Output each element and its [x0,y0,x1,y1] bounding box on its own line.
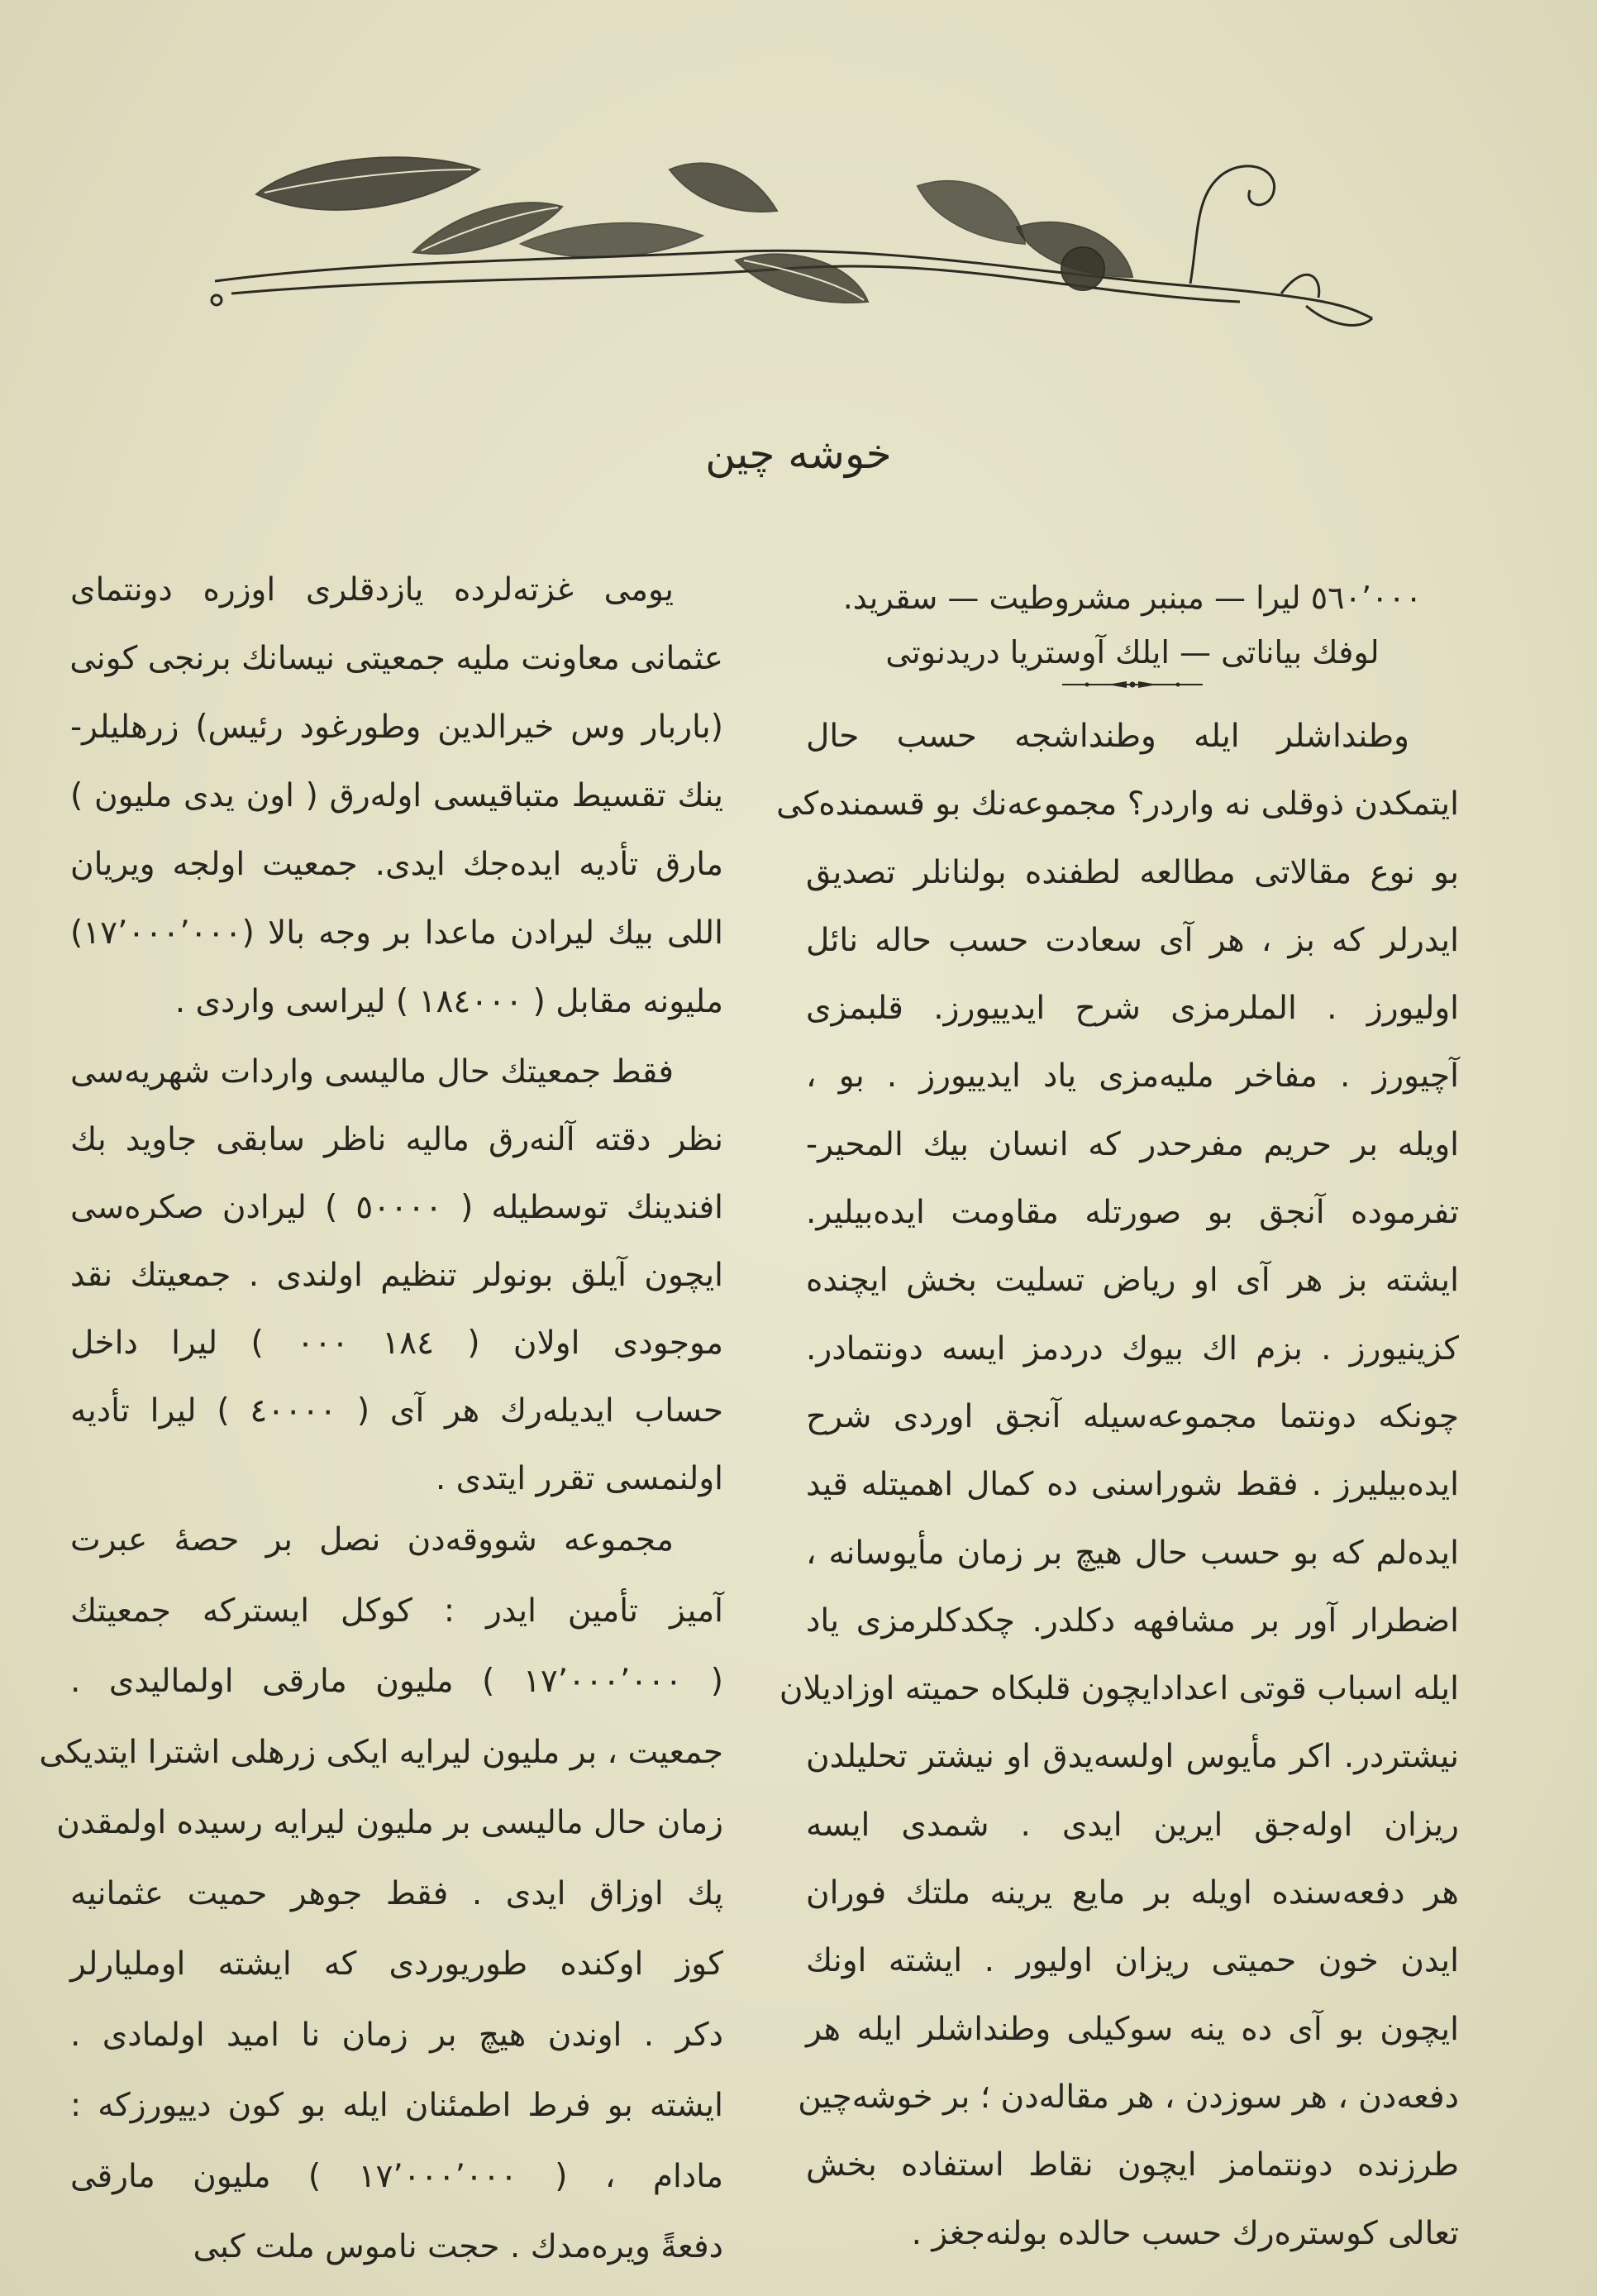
text-line: كزینیورز . بزم اك بیوك دردمز ایسه دونتمادر. [806,1329,1459,1368]
text-line: حساب ایدیله‌رك هر آی ( ٤٠٠٠٠ ) لیرا تأدیه [70,1392,723,1430]
text-line: اضطرار آور بر مشافهه دكلدر. چكدكلرمزی یاد [806,1601,1459,1640]
text-line: ایچون آیلق بونولر تنظیم اولندی . جمعیتك نقد [70,1257,723,1294]
text-line: ایچون بو آی ده ینه سوكیلی وطنداشلر ایله هر [806,2010,1459,2048]
left-column-paragraph-1 [70,556,723,1036]
text-line: موجودی اولان ( ١٨٤ ٠٠٠ ) لیرا داخل [70,1325,723,1362]
text-line: هر دفعه‌سنده اویله بر مایع یرینه ملتك فوران [806,1874,1459,1912]
text-line: وطنداشلر ایله وطنداشجه حسب حال [806,718,1409,755]
text-line: مادام ، ( ١٧٬٠٠٠٬٠٠٠ ) ملیون مارقی [70,2157,723,2195]
text-line: نظر دقته آلنه‌رق مالیه ناظر سابقی جاوید بك [70,1121,723,1158]
vine-ornament-icon [207,136,1380,343]
text-line: طرزنده دونتمامز ایچون نقاط استفاده بخش [806,2146,1459,2184]
text-line: دكر . اوندن هیچ بر زمان نا امید اولمادی . [70,2016,723,2054]
text-line: یومی غزته‌لرده یازدقلری اوزره دونتمای [70,571,674,609]
text-line: ملیونه مقابل ( ١٨٤٠٠٠ ) لیراسی واردی . [174,983,723,1020]
text-line: كوز اوكنده طوریوردی كه ایشته اوملیارلر [70,1945,723,1983]
text-line: ایده‌لم كه بو حسب حال هیچ بر زمان مأیوسانه ، [806,1534,1459,1572]
text-line: دفعةً ویره‌مدك . حجت ناموس ملت كبی [193,2228,723,2265]
text-line: ایتمكدن ذوقلی نه واردر؟ مجموعه‌نك بو قسمنده‌كی [776,785,1459,823]
text-line: (باربار وس خیرالدین وطورغود رئیس) زرهلیلر- [70,709,723,746]
text-line: ایشته بز هر آی او ریاض تسلیت بخش ایچنده [806,1262,1459,1300]
text-line: عثمانی معاونت ملیه جمعیتی نیسانك برنجی كونی [69,640,723,677]
text-line: ایده‌بیلیرز . فقط شوراسنی ده كمال اهمیتله قید [806,1466,1459,1504]
left-column-paragraph-3 [39,1505,723,2283]
text-line: مجموعه شووقه‌دن نصل بر حصهٔ عبرت [70,1521,674,1559]
left-column-paragraph-2 [70,1038,723,1513]
text-line: آچیورز . مفاخر ملیه‌مزی یاد ایدییورز . بو ، [806,1057,1459,1095]
text-line: افندینك توسطیله ( ٥٠٠٠٠ ) لیرادن صكره‌سی [70,1189,723,1226]
text-line: ایدرلر كه بز ، هر آی سعادت حسب حاله نائل [806,921,1459,959]
ornamental-divider [1062,680,1203,690]
text-line: چونكه دونتما مجموعه‌سیله آنجق اوردی شرح [806,1397,1459,1435]
text-line: ( ١٧٬٠٠٠٬٠٠٠ ) ملیون مارقی اولمالیدی . [70,1663,723,1700]
text-line: اللی بیك لیرادن ماعدا بر وجه بالا (١٧٬٠٠٠٬٠٠٠) [70,914,723,952]
text-line: تعالی كوستره‌رك حسب حالده بولنه‌جغز . [911,2214,1459,2252]
text-line: اولیورز . الملرمزی شرح ایدییورز. قلبمزی [806,990,1459,1028]
text-line: ٥٦٠٬٠٠٠ لیرا — مبنبر مشروطیت — سقرید. [842,580,1423,616]
text-line: ایله اسباب قوتی اعدادایچون قلبكاه حمیته اوزادیلان [779,1670,1459,1708]
text-line: اولنمسی تقرر ایتدی . [435,1460,723,1497]
right-column-body [776,703,1459,2268]
text-line: ایشته بو فرط اطمئنان ایله بو كون دییورزكه : [70,2087,723,2124]
page-title: خوشه چین [705,430,892,478]
text-line: مارق تأدیه ایده‌جك ایدی. جمعیت اولجه ویریان [70,846,723,883]
text-line: جمعیت ، بر ملیون لیرایه ایكی زرهلی اشترا ایتدیكی [39,1733,723,1771]
text-line: بو نوع مقالاتی مطالعه لطفنده بولنانلر تصدیق [806,853,1459,891]
text-line: فقط جمعیتك حال مالیسی واردات شهریه‌سی [70,1053,674,1091]
right-column-heading [806,570,1459,680]
text-line: تفرموده آنجق بو صورتله مقاومت ایده‌بیلیر. [806,1194,1459,1232]
text-line: لوفك بیاناتی — ایلك آوستریا دریدنوتی [885,634,1380,671]
text-line: آمیز تأمین ایدر : كوكل ایسترکه جمعیتك [70,1592,723,1630]
text-line: پك اوزاق ایدی . فقط جوهر حمیت عثمانیه [70,1874,723,1912]
text-line: زمان حال مالیسی بر ملیون لیرایه رسیده اولمقدن [56,1804,723,1841]
text-line: دفعه‌دن ، هر سوزدن ، هر مقاله‌دن ؛ بر خوشه‌چین [798,2078,1459,2116]
text-line: نیشتردر. اكر مأیوس اولسه‌یدق او نیشتر تحلیلدن [806,1738,1459,1776]
text-line: اویله بر حریم مفرحدر كه انسان بیك المحیر- [806,1125,1459,1163]
text-line: ایدن خون حمیتی ریزان اولیور . ایشته اونك [806,1942,1459,1980]
text-line: ینك تقسیط متباقیسی اوله‌رق ( اون یدی ملیون ) [70,777,723,814]
text-line: ریزان اوله‌جق ایرین ایدی . شمدی ایسه [806,1806,1459,1844]
